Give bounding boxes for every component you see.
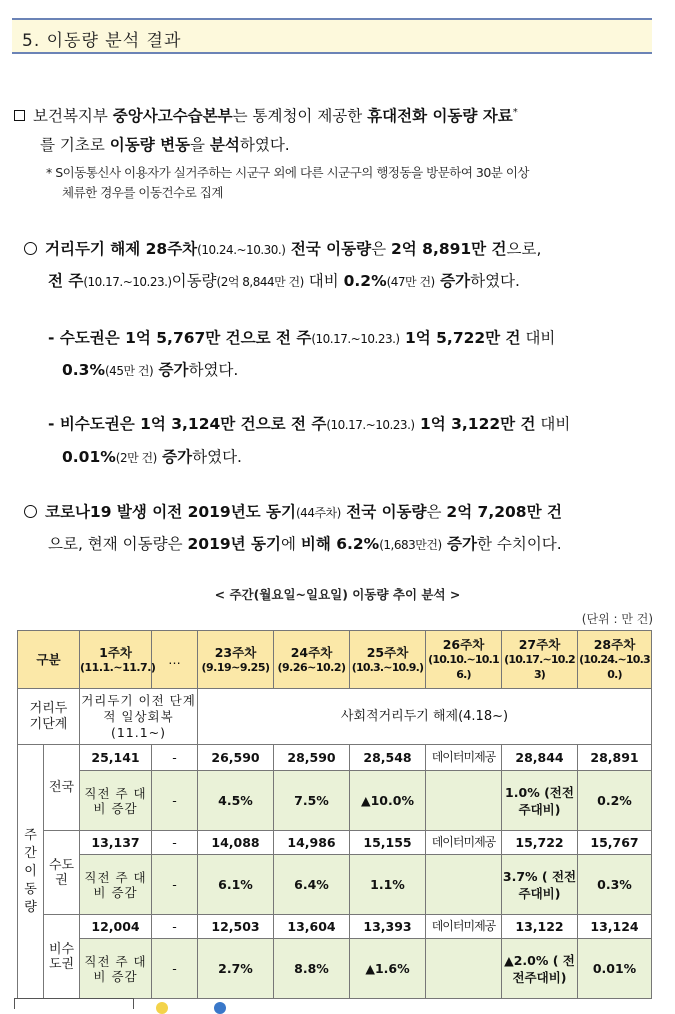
square-bullet-icon [14, 110, 25, 121]
table-title: < 주간(월요일~일요일) 이동량 추이 분석 > [214, 587, 461, 602]
value-cell: 13,393 [350, 915, 426, 939]
header-week: 26주차 (10.10.~10.16.) [426, 631, 502, 689]
intro-note-2: 체류한 경우를 이동건수로 집계 [62, 185, 223, 200]
value-cell: 28,548 [350, 745, 426, 771]
table-row [18, 855, 652, 915]
value-cell: 13,604 [274, 915, 350, 939]
stage-label: 거리두기단계 [18, 689, 80, 745]
value-cell: 13,122 [502, 915, 578, 939]
change-cell: 4.5% [198, 771, 274, 831]
change-cell: 3.7% ( 전전주대비) [502, 855, 578, 915]
value-cell: 28,844 [502, 745, 578, 771]
group-name: 비수도권 [44, 915, 80, 999]
intro-line-1: 보건복지부 중앙사고수습본부는 통계청이 제공한 휴대전화 이동량 자료* [14, 102, 518, 127]
header-week: 28주차 (10.24.~10.30.) [578, 631, 652, 689]
table-unit: (단위 : 만 건) [581, 612, 653, 626]
circle-bullet-icon [24, 242, 37, 255]
cutoff-yellow-dot-icon [156, 1002, 168, 1014]
table-row [18, 771, 652, 831]
section-header [12, 18, 652, 54]
value-cell: 28,891 [578, 745, 652, 771]
value-cell: 14,986 [274, 831, 350, 855]
table-row [18, 915, 652, 939]
header-week: 24주차 (9.26~10.2) [274, 631, 350, 689]
change-label: 직전 주 대비 증감 [80, 771, 152, 831]
header-week: 25주차 (10.3.~10.9.) [350, 631, 426, 689]
group-name: 전국 [44, 745, 80, 831]
value-cell: 13,124 [578, 915, 652, 939]
change-cell: 0.3% [578, 855, 652, 915]
side-label: 주간이동량 [18, 745, 44, 999]
intro-line-2: 를 기초로 이동량 변동을 분석하였다. [40, 136, 290, 154]
change-cell: 8.8% [274, 939, 350, 999]
value-cell: 12,004 [80, 915, 152, 939]
cutoff-frame [14, 998, 134, 1009]
value-cell: 14,088 [198, 831, 274, 855]
compare-2019-line-1: 코로나19 발생 이전 2019년도 동기(44주차) 전국 이동량은 2억 7,208만 건 [24, 501, 562, 524]
header-week: 27주차 (10.17.~10.23) [502, 631, 578, 689]
value-cell: - [152, 915, 198, 939]
value-cell: 28,590 [274, 745, 350, 771]
change-cell: ▲10.0% [350, 771, 426, 831]
noncapital-line-2: 0.01%(2만 건) 증가하였다. [62, 448, 242, 466]
change-cell: 0.2% [578, 771, 652, 831]
table-row [18, 831, 652, 855]
value-cell: 데이터미제공 [426, 831, 502, 855]
national-line-2: 전 주(10.17.~10.23.)이동량(2억 8,844만 건) 대비 0.2%(47만 건) 증가하였다. [48, 272, 520, 290]
change-cell: - [152, 939, 198, 999]
header-week: 1주차 (11.1.~11.7.) [80, 631, 152, 689]
noncapital-line-1: - 비수도권은 1억 3,124만 건으로 전 주(10.17.~10.23.) 1억 3,122만 건 대비 [48, 415, 571, 433]
intro-note-1: * S이동통신사 이용자가 실거주하는 시군구 외에 다른 시군구의 행정동을 방문하여 30분 이상 [46, 165, 529, 180]
header-gubun: 구분 [18, 631, 80, 689]
change-label: 직전 주 대비 증감 [80, 855, 152, 915]
stage-row [18, 689, 652, 745]
change-cell [426, 939, 502, 999]
value-cell: - [152, 745, 198, 771]
change-cell: 1.0% (전전주대비) [502, 771, 578, 831]
value-cell: 15,767 [578, 831, 652, 855]
mobility-table [17, 630, 652, 999]
change-cell: 6.4% [274, 855, 350, 915]
change-cell: 2.7% [198, 939, 274, 999]
group-name: 수도권 [44, 831, 80, 915]
cutoff-blue-dot-icon [214, 1002, 226, 1014]
change-cell: 7.5% [274, 771, 350, 831]
value-cell: 25,141 [80, 745, 152, 771]
value-cell: 15,722 [502, 831, 578, 855]
table-header-row [18, 631, 652, 689]
value-cell: 13,137 [80, 831, 152, 855]
stage-phase-1: 거리두기 이전 단계적 일상회복 (11.1~) [80, 689, 198, 745]
change-cell [426, 855, 502, 915]
table-row [18, 745, 652, 771]
national-line-1: 거리두기 해제 28주차(10.24.~10.30.) 전국 이동량은 2억 8,891만 건으로, [24, 238, 541, 261]
change-cell [426, 771, 502, 831]
capital-line-1: - 수도권은 1억 5,767만 건으로 전 주(10.17.~10.23.) 1억 5,722만 건 대비 [48, 329, 556, 347]
change-cell: ▲2.0% ( 전전주대비) [502, 939, 578, 999]
header-week: 23주차 (9.19~9.25) [198, 631, 274, 689]
change-cell: 6.1% [198, 855, 274, 915]
stage-phase-2: 사회적거리두기 해제(4.18~) [198, 689, 652, 745]
section-title: 5. 이동량 분석 결과 [22, 31, 182, 51]
change-cell: ▲1.6% [350, 939, 426, 999]
change-cell: - [152, 855, 198, 915]
table-row [18, 939, 652, 999]
change-cell: - [152, 771, 198, 831]
change-label: 직전 주 대비 증감 [80, 939, 152, 999]
circle-bullet-icon [24, 505, 37, 518]
value-cell: 26,590 [198, 745, 274, 771]
compare-2019-line-2: 으로, 현재 이동량은 2019년 동기에 비해 6.2%(1,683만건) 증가한 수치이다. [48, 535, 562, 553]
value-cell: 12,503 [198, 915, 274, 939]
header-ellipsis: … [152, 631, 198, 689]
change-cell: 1.1% [350, 855, 426, 915]
value-cell: - [152, 831, 198, 855]
change-cell: 0.01% [578, 939, 652, 999]
value-cell: 15,155 [350, 831, 426, 855]
capital-line-2: 0.3%(45만 건) 증가하였다. [62, 361, 239, 379]
value-cell: 데이터미제공 [426, 745, 502, 771]
value-cell: 데이터미제공 [426, 915, 502, 939]
